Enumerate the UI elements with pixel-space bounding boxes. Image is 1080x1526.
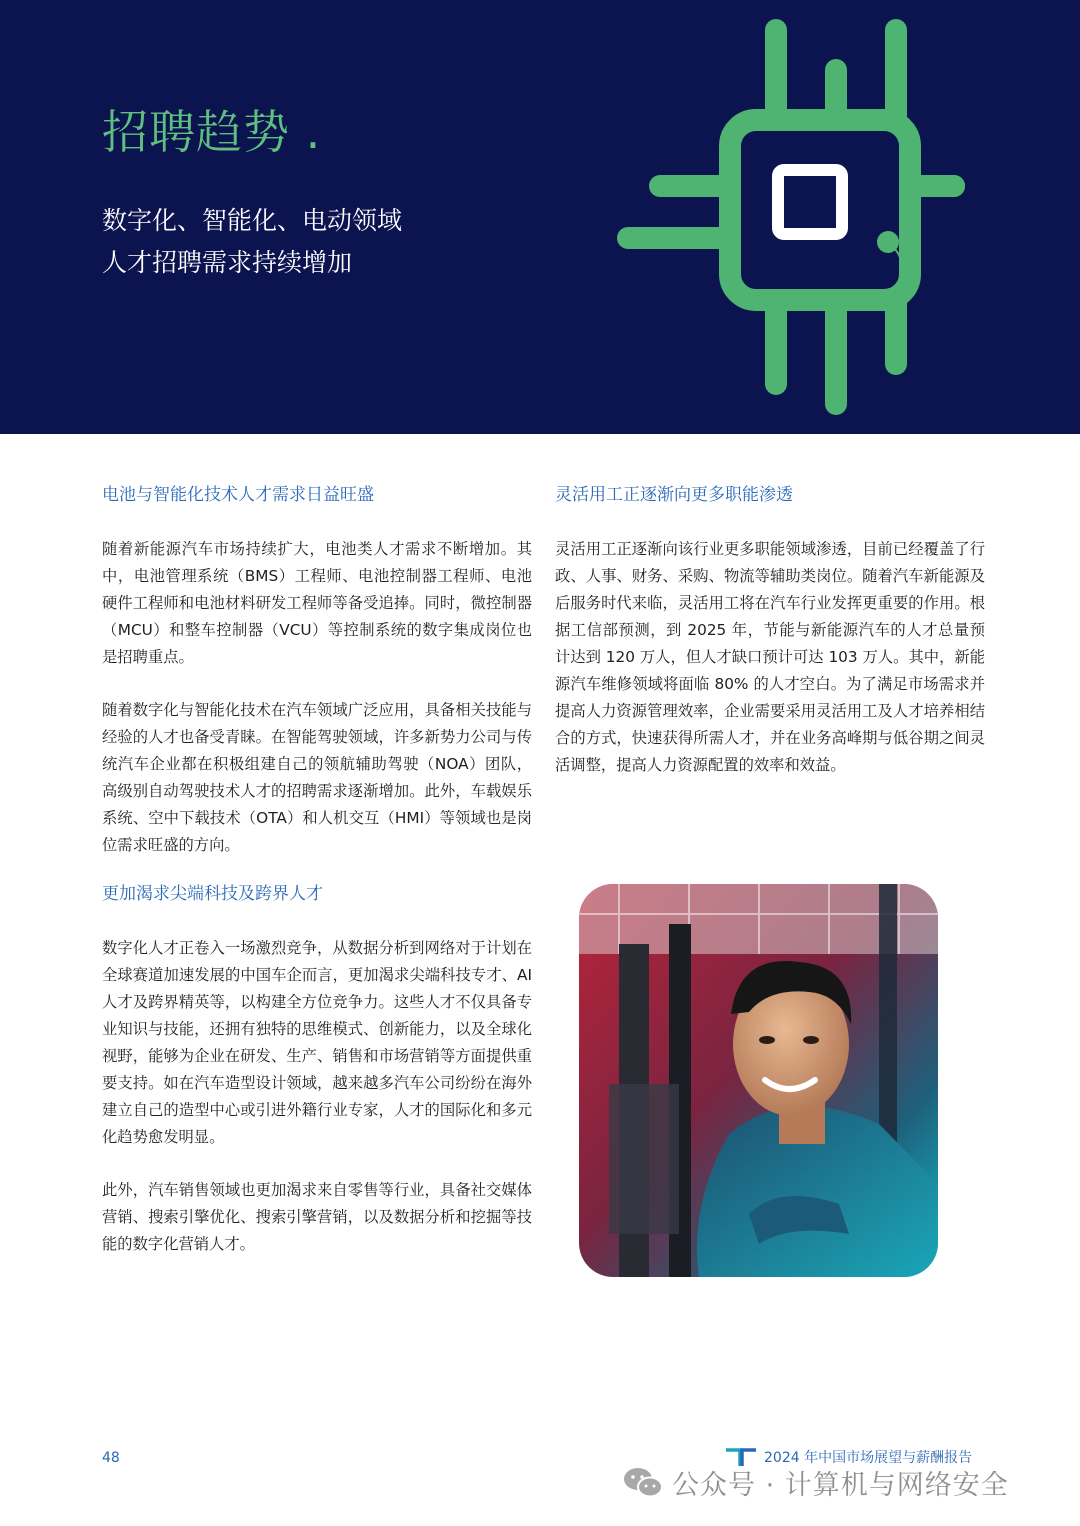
hero-subtitle: [102, 200, 542, 284]
right-column: [555, 482, 985, 805]
report-title: 2024 年中国市场展望与薪酬报告: [764, 1450, 973, 1466]
hero-subtitle-line-2: 人才招聘需求持续增加: [102, 248, 353, 277]
wechat-icon: [622, 1465, 664, 1499]
worker-photo: [579, 884, 938, 1277]
microchip-icon: [600, 0, 1020, 434]
paragraph: 随着新能源汽车市场持续扩大，电池类人才需求不断增加。其中，电池管理系统（BMS）工程师、电池控制器工程师、电池硬件工程师和电池材料研发工程师等备受追捧。同时，微控制器（MCU）和整车控制器（VCU）等控制系统的数字集成岗位也是招聘重点。: [102, 540, 532, 666]
paragraph: 数字化人才正卷入一场激烈竞争，从数据分析到网络对于计划在全球赛道加速发展的中国车企而言，更加渴求尖端科技专才、AI 人才及跨界精英等，以构建全方位竞争力。这些人才不仅具备专业知识与技能，还拥有独特的思维模式、创新能力，以及全球化视野，能够为企业在研发、生产、销售和市场营销等方面提供重要支持。如在汽车造型设计领域，越来越多汽车公司纷纷在海外建立自己的造型中心或引进外籍行业专家，人才的国际化和多元化趋势愈发明显。: [102, 939, 532, 1146]
paragraph: 灵活用工正逐渐向该行业更多职能领域渗透，目前已经覆盖了行政、人事、财务、采购、物流等辅助类岗位。随着汽车新能源及后服务时代来临，灵活用工将在汽车行业发挥更重要的作用。根据工信部预测，到 2025 年，节能与新能源汽车的人才总量预计达到 120 万人，但人才缺口预计可达 103 万人。其中，新能源汽车维修领域将面临 80% 的人才空白。为了满足市场需求并提高人力资源管理效率，企业需要采用灵活用工及人才培养相结合的方式，快速获得所需人才，并在业务高峰期与低谷期之间灵活调整，提高人力资源配置的效率和效益。: [555, 540, 985, 774]
watermark-text: 公众号 · 计算机与网络安全: [672, 1469, 1009, 1501]
hero-banner: [0, 0, 1080, 434]
wechat-watermark: [622, 1462, 1009, 1502]
section-heading-cross-talent: 更加渴求尖端科技及跨界人才: [102, 884, 323, 904]
paragraph: 随着数字化与智能化技术在汽车领域广泛应用，具备相关技能与经验的人才也备受青睐。在智能驾驶领域，许多新势力公司与传统汽车企业都在积极组建自己的领航辅助驾驶（NOA）团队，高级别自动驾驶技术人才的招聘需求逐渐增加。此外，车载娱乐系统、空中下载技术（OTA）和人机交互（HMI）等领域也是岗位需求旺盛的方向。: [102, 701, 532, 854]
paragraph: 此外，汽车销售领域也更加渴求来自零售等行业，具备社交媒体营销、搜索引擎优化、搜索引擎营销，以及数据分析和挖掘等技能的数字化营销人才。: [102, 1181, 532, 1253]
section-heading-flexible-staffing: 灵活用工正逐渐向更多职能渗透: [555, 485, 793, 505]
left-column: [102, 482, 532, 1284]
section-heading-battery: 电池与智能化技术人才需求日益旺盛: [102, 485, 374, 505]
page-number: 48: [102, 1450, 120, 1466]
hero-subtitle-line-1: 数字化、智能化、电动领域: [102, 206, 403, 235]
page-title: 招聘趋势 .: [102, 105, 322, 159]
